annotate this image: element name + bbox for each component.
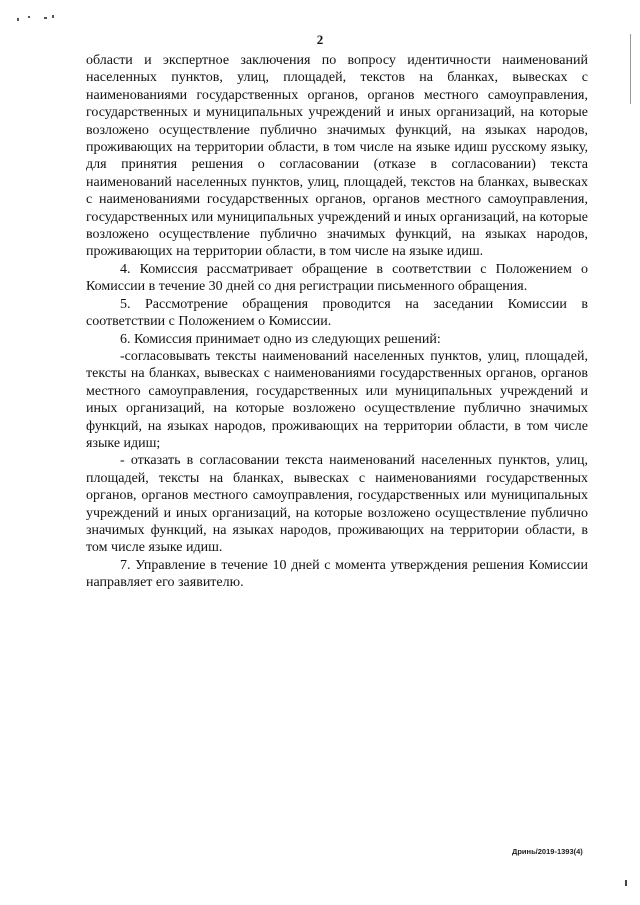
scan-speck xyxy=(17,18,19,21)
paragraph-decision-refuse: - отказать в согласовании текста наименований населенных пунктов, улиц, площадей, тексты на бланках, вывесках с наименованиями государственных органов, органов местного самоуправления, государственных или муниципальных учреждений и иных организаций, на которые возложено осуществление публично значимых функций, на языках народов, проживающих на территории области, в том числе языке идиш. xyxy=(86,453,588,556)
scan-speck xyxy=(44,17,47,19)
paragraph-item-5: 5. Рассмотрение обращения проводится на заседании Комиссии в соответствии с Положением о Комиссии. xyxy=(86,296,588,330)
paragraph-item-4: 4. Комиссия рассматривает обращение в соответствии с Положением о Комиссии в течение 30 дней со дня регистрации письменного обращения. xyxy=(86,261,588,295)
page-number: 2 xyxy=(316,32,324,47)
scan-speck xyxy=(28,16,30,18)
paragraph-continuation: области и экспертное заключения по вопросу идентичности наименований населенных пунктов, улиц, площадей, текстов на бланках, вывесках с наименованиями государственных органов, органов местного самоуправления, государственных и муниципальных учреждений и иных организаций, на которые возложено осуществление публично значимых функций, на языках народов, проживающих на территории области, в том числе на языке идиш русскому языку, для принятия решения о согласовании (отказе в согласовании) текста наименований населенных пунктов, улиц, площадей, текстов на бланках, вывесках с наименованиями государственных органов, органов местного самоуправления, государственных или муниципальных учреждений и иных организаций, на которые возложено осуществление публично значимых функций, на языках народов, проживающих на территории области, в том числе на языке идиш. xyxy=(86,53,588,260)
paragraph-item-7: 7. Управление в течение 10 дней с момента утверждения решения Комиссии направляет его заявителю. xyxy=(86,557,588,591)
document-body xyxy=(86,52,588,592)
paragraph-decision-approve: -согласовывать тексты наименований населенных пунктов, улиц, площадей, тексты на бланках, вывесках с наименованиями государственных органов, органов местного самоуправления, государственных или муниципальных учреждений и иных организаций, на которые возложено осуществление публично значимых функций, на языках народов, проживающих на территории области, в том числе языке идиш; xyxy=(86,348,588,451)
scan-edge-mark xyxy=(625,880,627,886)
paragraph-item-6: 6. Комиссия принимает одно из следующих решений: xyxy=(120,331,441,347)
scan-speck xyxy=(52,15,54,18)
document-registration-code: Дринь/2019-1393(4) xyxy=(512,847,583,856)
